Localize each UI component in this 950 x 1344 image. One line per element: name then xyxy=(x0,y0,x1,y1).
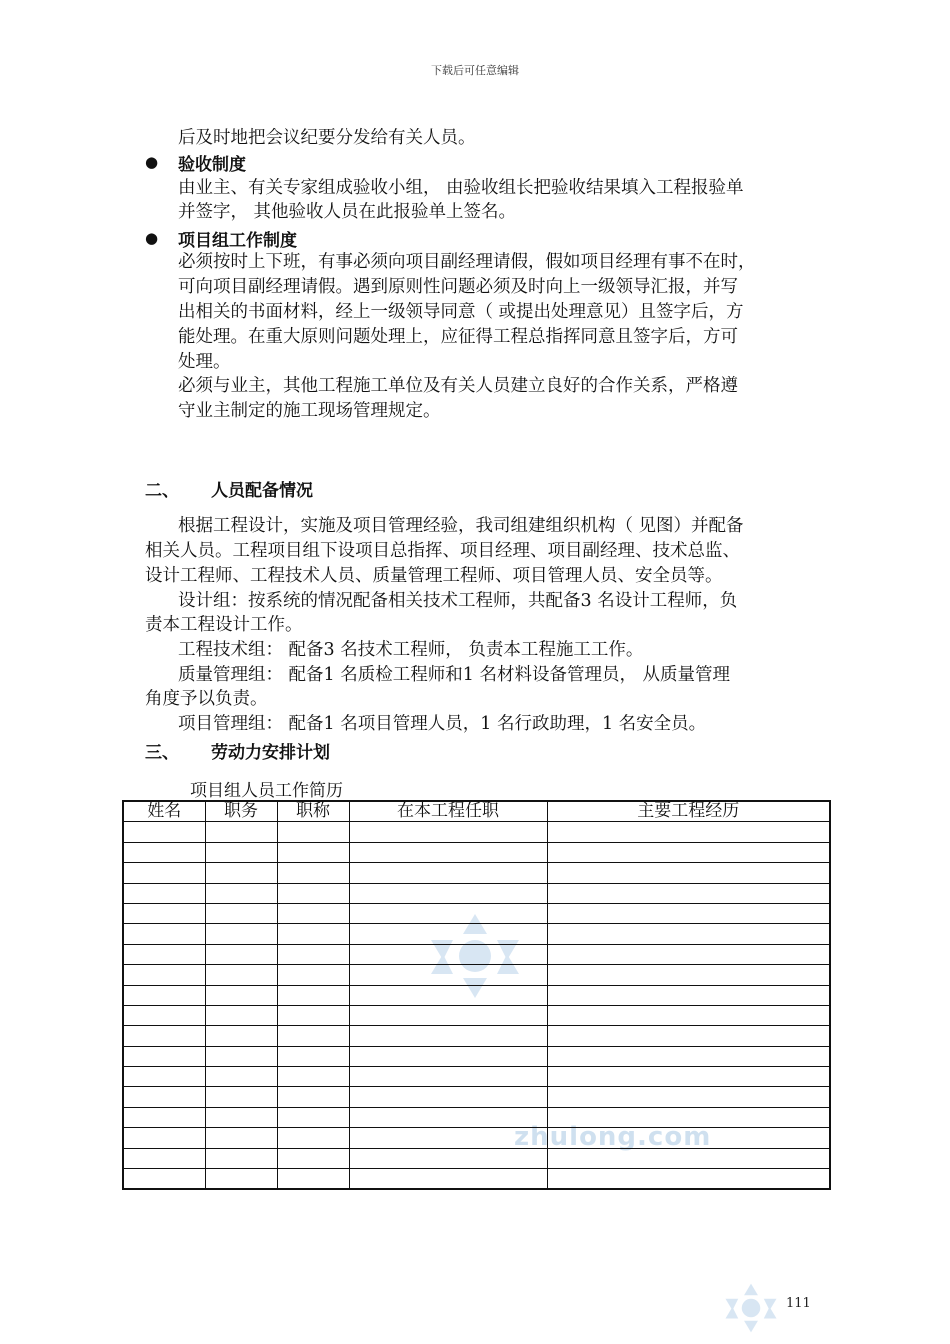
bullet-line: 可向项目副经理请假。遇到原则性问题必须及时向上一级领导汇报，并写 xyxy=(178,277,738,297)
table-cell xyxy=(277,944,349,964)
table-cell xyxy=(349,1026,547,1046)
table-cell xyxy=(123,1067,205,1087)
table-cell xyxy=(123,965,205,985)
table-row xyxy=(123,965,830,985)
table-row xyxy=(123,1046,830,1066)
paragraph-line: 责本工程设计工作。 xyxy=(145,615,303,635)
bullet-line: 能处理。在重大原则问题处理上，应征得工程总指挥同意且签字后，方可 xyxy=(178,327,738,347)
table-cell xyxy=(277,924,349,944)
table-cell xyxy=(349,883,547,903)
table-row xyxy=(123,1128,830,1148)
section-number: 二、 xyxy=(145,481,179,501)
bullet-icon: ● xyxy=(145,229,159,247)
paragraph-line: 项目管理组： 配备1 名项目管理人员，1 名行政助理，1 名安全员。 xyxy=(178,714,707,734)
table-row xyxy=(123,1005,830,1025)
table-row xyxy=(123,1107,830,1127)
table-cell xyxy=(547,1046,830,1066)
table-cell xyxy=(547,842,830,862)
table-cell xyxy=(123,883,205,903)
table-cell xyxy=(277,842,349,862)
table-cell xyxy=(205,1148,277,1168)
table-body xyxy=(123,822,830,1190)
table-cell xyxy=(547,1107,830,1127)
table-cell xyxy=(277,1067,349,1087)
table-cell xyxy=(123,1046,205,1066)
intro-line: 后及时地把会议纪要分发给有关人员。 xyxy=(178,128,476,148)
table-row xyxy=(123,1148,830,1168)
table-cell xyxy=(123,903,205,923)
table-cell xyxy=(123,1026,205,1046)
table-row xyxy=(123,1067,830,1087)
table-row xyxy=(123,863,830,883)
table-cell xyxy=(123,1087,205,1107)
table-cell xyxy=(123,1128,205,1148)
page-header: 下载后可任意编辑 xyxy=(431,64,519,77)
paragraph-line: 角度予以负责。 xyxy=(145,689,268,709)
table-cell xyxy=(205,842,277,862)
table-cell xyxy=(277,1169,349,1190)
table-cell xyxy=(123,822,205,842)
table-cell xyxy=(123,1005,205,1025)
table-row xyxy=(123,883,830,903)
table-caption: 项目组人员工作简历 xyxy=(190,781,343,801)
bullet-title-acceptance: 验收制度 xyxy=(178,155,246,175)
table-cell xyxy=(123,1148,205,1168)
table-row xyxy=(123,944,830,964)
bullet-line: 处理。 xyxy=(178,352,231,372)
table-cell xyxy=(349,944,547,964)
table-cell xyxy=(277,1005,349,1025)
paragraph-line: 工程技术组： 配备3 名技术工程师， 负责本工程施工工作。 xyxy=(178,640,644,660)
table-cell xyxy=(205,1107,277,1127)
section-number: 三、 xyxy=(145,743,179,763)
table-cell xyxy=(349,1067,547,1087)
table-cell xyxy=(205,944,277,964)
table-cell xyxy=(349,1046,547,1066)
table-cell xyxy=(205,965,277,985)
table-row xyxy=(123,985,830,1005)
table-cell xyxy=(349,863,547,883)
table-cell xyxy=(349,965,547,985)
table-row xyxy=(123,903,830,923)
table-cell xyxy=(205,1026,277,1046)
table-cell xyxy=(277,822,349,842)
table-cell xyxy=(547,1087,830,1107)
table-cell xyxy=(123,1107,205,1127)
table-row xyxy=(123,842,830,862)
table-cell xyxy=(205,1005,277,1025)
bullet-line: 并签字， 其他验收人员在此报验单上签名。 xyxy=(178,202,517,222)
table-cell xyxy=(205,1067,277,1087)
table-cell xyxy=(123,842,205,862)
footer-emblem-icon xyxy=(722,1278,780,1338)
table-cell xyxy=(205,924,277,944)
table-cell xyxy=(205,1128,277,1148)
bullet-line: 守业主制定的施工现场管理规定。 xyxy=(178,401,441,421)
table-cell xyxy=(349,985,547,1005)
table-cell xyxy=(349,1107,547,1127)
table-cell xyxy=(547,822,830,842)
table-cell xyxy=(547,883,830,903)
bullet-line: 由业主、有关专家组成验收小组， 由验收组长把验收结果填入工程报验单 xyxy=(178,178,744,198)
table-cell xyxy=(277,1026,349,1046)
table-cell xyxy=(349,1148,547,1168)
table-cell xyxy=(547,924,830,944)
table-cell xyxy=(205,985,277,1005)
section-title: 人员配备情况 xyxy=(211,481,313,501)
bullet-line: 必须按时上下班，有事必须向项目副经理请假，假如项目经理有事不在时， xyxy=(178,252,756,272)
table-cell xyxy=(123,863,205,883)
table-row xyxy=(123,822,830,842)
table-cell xyxy=(547,965,830,985)
table-cell xyxy=(349,1087,547,1107)
table-cell xyxy=(277,863,349,883)
table-cell xyxy=(547,1148,830,1168)
table-header-cell: 职务 xyxy=(205,801,277,822)
table-cell xyxy=(123,944,205,964)
table-cell xyxy=(547,1169,830,1190)
bullet-line: 必须与业主，其他工程施工单位及有关人员建立良好的合作关系，严格遵 xyxy=(178,376,738,396)
table-cell xyxy=(277,965,349,985)
paragraph-line: 设计工程师、工程技术人员、质量管理工程师、项目管理人员、安全员等。 xyxy=(145,566,723,586)
table-cell xyxy=(277,1046,349,1066)
table-header-cell: 主要工程经历 xyxy=(547,801,830,822)
table-cell xyxy=(205,822,277,842)
bullet-line: 出相关的书面材料，经上一级领导同意（ 或提出处理意见）且签字后，方 xyxy=(178,302,744,322)
roster-table xyxy=(122,800,831,1190)
paragraph-line: 设计组：按系统的情况配备相关技术工程师，共配备3 名设计工程师，负 xyxy=(178,591,738,611)
table-cell xyxy=(123,1169,205,1190)
table-row xyxy=(123,1087,830,1107)
bullet-title-workrules: 项目组工作制度 xyxy=(178,231,297,251)
table-cell xyxy=(349,1005,547,1025)
table-cell xyxy=(277,883,349,903)
table-cell xyxy=(547,985,830,1005)
table-cell xyxy=(123,985,205,1005)
table-cell xyxy=(349,924,547,944)
page-number: 111 xyxy=(786,1296,811,1311)
table-row xyxy=(123,924,830,944)
table-row xyxy=(123,1026,830,1046)
table-cell xyxy=(205,1087,277,1107)
table-cell xyxy=(547,1026,830,1046)
table-cell xyxy=(547,903,830,923)
table-cell xyxy=(277,985,349,1005)
table-cell xyxy=(277,1128,349,1148)
table-cell xyxy=(205,1169,277,1190)
table-cell xyxy=(123,924,205,944)
table-cell xyxy=(547,863,830,883)
bullet-icon: ● xyxy=(145,153,159,171)
table-cell xyxy=(277,1148,349,1168)
table-header-cell: 职称 xyxy=(277,801,349,822)
table-cell xyxy=(349,842,547,862)
table-row xyxy=(123,1169,830,1190)
table-cell xyxy=(547,944,830,964)
paragraph-line: 质量管理组： 配备1 名质检工程师和1 名材料设备管理员， 从质量管理 xyxy=(178,665,731,685)
paragraph-line: 相关人员。工程项目组下设项目总指挥、项目经理、项目副经理、技术总监、 xyxy=(145,541,740,561)
table-cell xyxy=(277,1107,349,1127)
table-header-row xyxy=(123,801,830,822)
table-header-cell: 姓名 xyxy=(123,801,205,822)
table-cell xyxy=(205,1046,277,1066)
section-title: 劳动力安排计划 xyxy=(211,743,330,763)
table-cell xyxy=(349,822,547,842)
table-header-cell: 在本工程任职 xyxy=(349,801,547,822)
table-cell xyxy=(205,863,277,883)
table-cell xyxy=(547,1128,830,1148)
table-cell xyxy=(547,1005,830,1025)
table-cell xyxy=(349,1128,547,1148)
table-cell xyxy=(205,883,277,903)
table-cell xyxy=(205,903,277,923)
table-cell xyxy=(349,1169,547,1190)
table-cell xyxy=(349,903,547,923)
watermark-text: zhulong.com xyxy=(514,1122,712,1152)
paragraph-line: 根据工程设计，实施及项目管理经验，我司组建组织机构（ 见图）并配备 xyxy=(178,516,744,536)
table-cell xyxy=(277,903,349,923)
table-cell xyxy=(277,1087,349,1107)
table-cell xyxy=(547,1067,830,1087)
